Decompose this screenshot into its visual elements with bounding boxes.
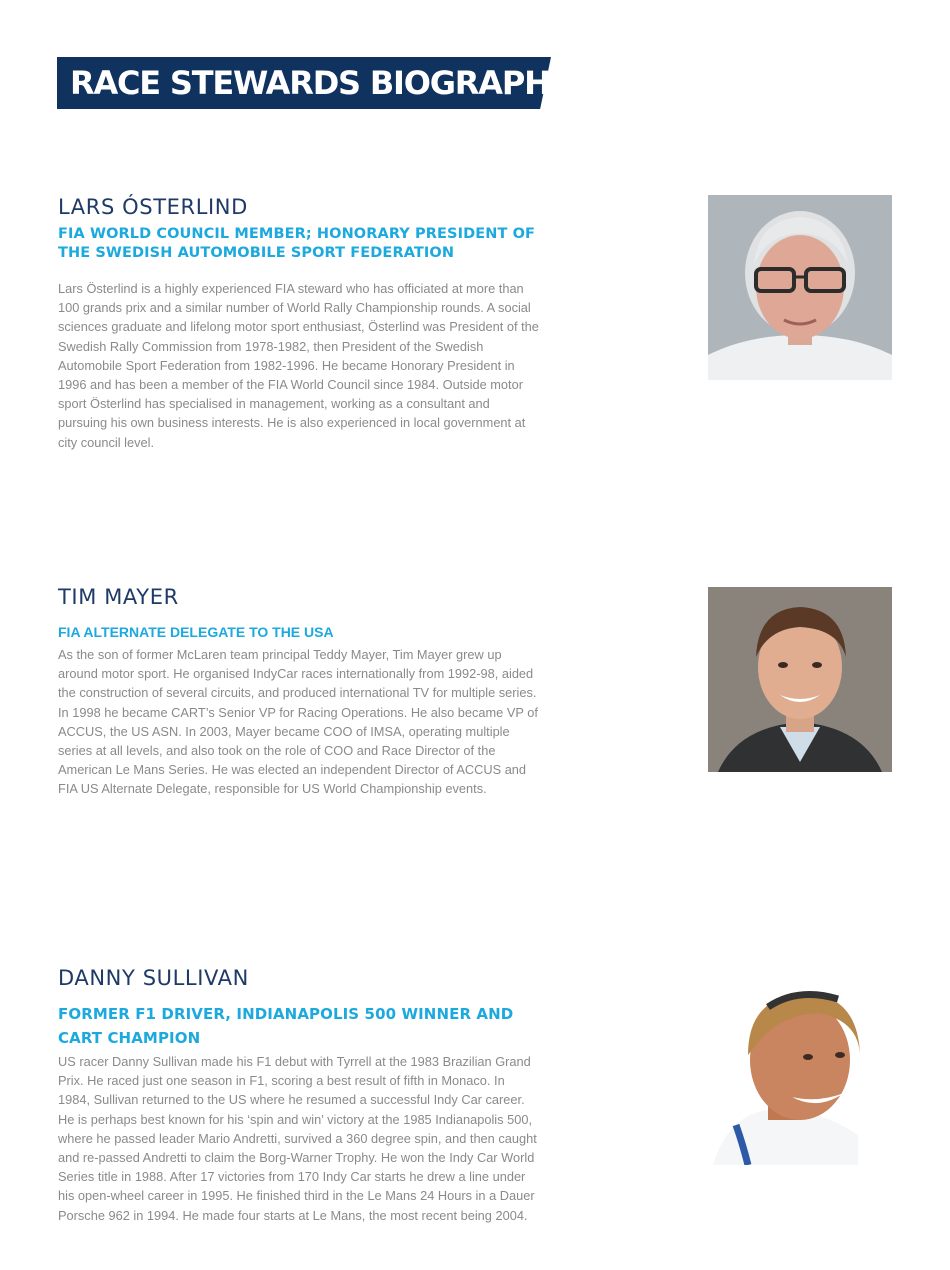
steward-role: FIA WORLD COUNCIL MEMBER; HONORARY PRESIDENT OF THE SWEDISH AUTOMOBILE SPORT FEDERATION xyxy=(58,226,536,261)
portrait-photo-icon xyxy=(708,587,892,772)
portrait-photo-icon xyxy=(708,985,868,1165)
portrait-photo-icon xyxy=(708,195,892,380)
portrait-osterlind xyxy=(708,195,892,380)
page-title: RACE STEWARDS BIOGRAPHIES xyxy=(70,64,603,102)
steward-bio: As the son of former McLaren team principal Teddy Mayer, Tim Mayer grew up around motor sport. He organised IndyCar races internationally from 1992-98, aided the construction of several circuits, and produced international TV for multiple series. In 1998 he became CART’s Senior VP for Racing Operations. He also became VP of ACCUS, the US ASN. In 2003, Mayer became COO of IMSA, operating multiple series at all levels, and also took on the role of COO and Race Director of the American Le Mans Series. He was elected an independent Director of ACCUS and FIA US Alternate Delegate, responsible for US World Championship events. xyxy=(58,647,538,797)
steward-name: LARS ÓSTERLIND xyxy=(58,195,248,219)
portrait-sullivan xyxy=(708,985,868,1165)
steward-role: FORMER F1 DRIVER, INDIANAPOLIS 500 WINNER AND CART CHAMPION xyxy=(58,1005,514,1047)
portrait-mayer xyxy=(708,587,892,772)
steward-name: TIM MAYER xyxy=(58,585,179,609)
steward-bio: Lars Österlind is a highly experienced FIA steward who has officiated at more than 100 grands prix and a similar number of World Rally Championship rounds. A social sciences graduate and lifelong motor sport enthusiast, Österlind was President of the Swedish Rally Commission from 1978-1982, then President of the Swedish Automobile Sport Federation from 1982-1996. He became Honorary President in 1996 and has been a member of the FIA World Council since 1984. Outside motor sport Österlind has specialised in management, working as a consultant and pursuing his own business interests. He is also experienced in local government at city council level. xyxy=(58,281,539,450)
steward-role: FIA ALTERNATE DELEGATE TO THE USA xyxy=(58,624,334,640)
steward-bio: US racer Danny Sullivan made his F1 debut with Tyrrell at the 1983 Brazilian Grand Prix. He raced just one season in F1, scoring a best result of fifth in Monaco. In 1984, Sullivan returned to the US where he resumed a successful Indy Car career. He is perhaps best known for his ‘spin and win’ victory at the 1985 Indianapolis 500, where he passed leader Mario Andretti, survived a 360 degree spin, and then caught and re-passed Andretti to claim the Borg-Warner Trophy. He won the Indy Car World Series title in 1988. After 17 victories from 170 Indy Car starts he drew a line under his open-wheel career in 1995. He finished third in the Le Mans 24 Hours in a Dauer Porsche 962 in 1994. He made four starts at Le Mans, the most recent being 2004. xyxy=(58,1054,537,1223)
steward-name: DANNY SULLIVAN xyxy=(58,966,249,990)
